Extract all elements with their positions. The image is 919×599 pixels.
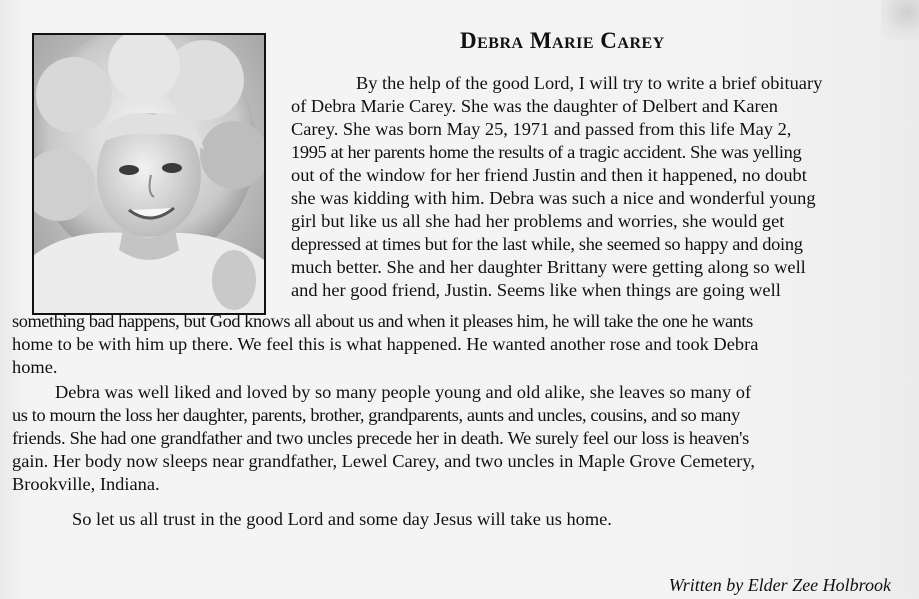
text-line: out of the window for her friend Justin and then it happened, no doubt — [291, 165, 807, 185]
text-line: of Debra Marie Carey. She was the daughter of Delbert and Karen — [291, 96, 778, 116]
text-line: us to mourn the loss her daughter, parents, brother, grandparents, aunts and uncles, cousins, and so many — [12, 405, 740, 425]
text-line: girl but like us all she had her problems and worries, she would get — [291, 211, 785, 231]
author-signature: Written by Elder Zee Holbrook — [668, 575, 891, 595]
obituary-title: Debra Marie Carey — [460, 28, 665, 53]
text-line: Debra was well liked and loved by so many people young and old alike, she leaves so many of — [55, 382, 752, 402]
scan-artifact — [881, 0, 919, 40]
text-line: Carey. She was born May 25, 1971 and passed from this life May 2, — [291, 119, 792, 139]
text-line: something bad happens, but God knows all about us and when it pleases him, he will take the one he wants — [12, 311, 753, 331]
text-line: 1995 at her parents home the results of a tragic accident. She was yelling — [291, 142, 802, 162]
text-line: and her good friend, Justin. Seems like when things are going well — [291, 280, 781, 300]
text-line: home to be with him up there. We feel this is what happened. He wanted another rose and took Debra — [12, 334, 759, 354]
text-line: gain. Her body now sleeps near grandfather, Lewel Carey, and two uncles in Maple Grove Cemetery, — [12, 451, 755, 471]
text-line: friends. She had one grandfather and two uncles precede her in death. We surely feel our loss is heaven's — [12, 428, 750, 448]
portrait-photo — [32, 33, 266, 315]
text-line: Brookville, Indiana. — [12, 474, 160, 494]
text-line: she was kidding with him. Debra was such a nice and wonderful young — [291, 188, 816, 208]
text-line: By the help of the good Lord, I will try to write a brief obituary — [356, 73, 823, 93]
portrait-image — [34, 35, 264, 313]
text-line: much better. She and her daughter Brittany were getting along so well — [291, 257, 806, 277]
text-line: So let us all trust in the good Lord and some day Jesus will take us home. — [72, 509, 612, 529]
text-line: depressed at times but for the last while, she seemed so happy and doing — [291, 234, 803, 254]
text-line: home. — [12, 357, 58, 377]
